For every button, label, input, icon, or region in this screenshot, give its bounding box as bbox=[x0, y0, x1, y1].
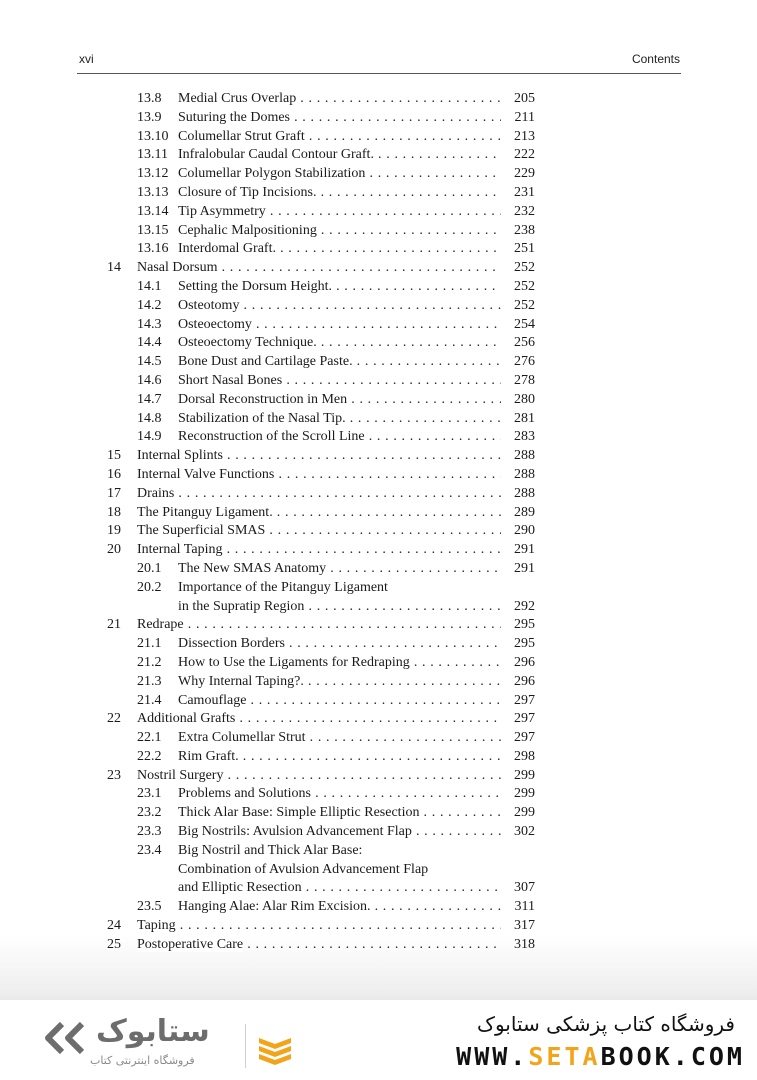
toc-page-number: 299 bbox=[514, 767, 535, 783]
toc-entry[interactable] bbox=[0, 654, 757, 673]
toc-title: Suturing the Domes bbox=[178, 109, 290, 125]
section-number: 14.1 bbox=[137, 278, 162, 294]
toc-title: Interdomal Graft. bbox=[178, 241, 276, 257]
toc-page-number: 291 bbox=[514, 560, 535, 576]
toc-entry[interactable] bbox=[0, 165, 757, 184]
toc-title: Rim Graft. bbox=[178, 748, 239, 764]
section-number: 23.4 bbox=[137, 842, 162, 858]
toc-page-number: 302 bbox=[514, 824, 535, 840]
section-number: 23.5 bbox=[137, 899, 162, 915]
section-number: 14.3 bbox=[137, 316, 162, 332]
section-number: 21.3 bbox=[137, 673, 162, 689]
toc-page-number: 289 bbox=[514, 504, 535, 520]
toc-title-leader bbox=[137, 917, 501, 936]
section-number: 22.2 bbox=[137, 748, 162, 764]
toc-entry[interactable] bbox=[0, 917, 757, 936]
toc-page-number: 251 bbox=[514, 241, 535, 257]
toc-page-number: 311 bbox=[514, 899, 535, 915]
toc-entry[interactable] bbox=[0, 485, 757, 504]
chapter-number: 20 bbox=[107, 542, 121, 558]
section-number: 13.10 bbox=[137, 128, 169, 144]
toc-entry[interactable] bbox=[0, 804, 757, 823]
toc-page-number: 295 bbox=[514, 617, 535, 633]
section-number: 14.7 bbox=[137, 391, 162, 407]
setabook-logo bbox=[40, 1012, 290, 1072]
section-number: 13.16 bbox=[137, 241, 169, 257]
toc-page-number: 231 bbox=[514, 184, 535, 200]
toc-title: Osteoectomy bbox=[178, 316, 252, 332]
toc-page-number: 254 bbox=[514, 316, 535, 332]
toc-entry[interactable] bbox=[0, 673, 757, 692]
toc-title-leader bbox=[178, 222, 501, 241]
section-number: 13.8 bbox=[137, 91, 162, 106]
section-number: 20.1 bbox=[137, 560, 162, 576]
toc-title: Internal Splints bbox=[137, 448, 223, 464]
toc-title-leader bbox=[137, 541, 501, 560]
toc-title: Big Nostril and Thick Alar Base: bbox=[178, 842, 363, 858]
toc-page-number: 281 bbox=[514, 410, 535, 426]
toc-entry[interactable] bbox=[0, 203, 757, 222]
section-number: 13.15 bbox=[137, 222, 169, 238]
toc-title: Closure of Tip Incisions. bbox=[178, 184, 317, 200]
toc-page-number: 295 bbox=[514, 636, 535, 652]
chapter-number: 22 bbox=[107, 711, 121, 727]
toc-title-leader bbox=[178, 90, 501, 109]
toc-title-leader bbox=[178, 165, 501, 184]
toc-title-leader bbox=[137, 504, 501, 523]
toc-title-leader bbox=[137, 710, 501, 729]
chapter-number: 18 bbox=[107, 504, 121, 520]
toc-entry[interactable] bbox=[0, 428, 757, 447]
section-number: 23.2 bbox=[137, 805, 162, 821]
chapter-number: 25 bbox=[107, 936, 121, 952]
toc-title-leader bbox=[178, 898, 501, 917]
toc-title: Combination of Avulsion Advancement Flap bbox=[178, 861, 429, 877]
toc-page-number: 318 bbox=[514, 936, 535, 952]
book-stack-icon bbox=[257, 1030, 293, 1066]
toc-title-leader bbox=[178, 128, 501, 147]
toc-title-leader bbox=[178, 673, 501, 692]
toc-entry[interactable] bbox=[0, 109, 757, 128]
toc-title: Bone Dust and Cartilage Paste. bbox=[178, 354, 353, 370]
toc-title-leader bbox=[178, 316, 501, 335]
toc-page-number: 288 bbox=[514, 485, 535, 501]
toc-title: Taping bbox=[137, 918, 176, 934]
toc-title: The New SMAS Anatomy bbox=[178, 560, 327, 576]
toc-title-leader bbox=[137, 522, 501, 541]
toc-title: The Superficial SMAS bbox=[137, 523, 266, 539]
toc-title-leader bbox=[178, 729, 501, 748]
toc-title-leader bbox=[178, 598, 501, 617]
section-number: 13.13 bbox=[137, 184, 169, 200]
toc-entry[interactable] bbox=[0, 598, 757, 617]
toc-entry[interactable] bbox=[0, 240, 757, 259]
toc-entry[interactable] bbox=[0, 278, 757, 297]
toc-title: Osteotomy bbox=[178, 297, 240, 313]
toc-page-number: 307 bbox=[514, 880, 535, 896]
chapter-number: 14 bbox=[107, 260, 121, 276]
toc-title-leader bbox=[178, 823, 501, 842]
toc-title-leader bbox=[178, 748, 501, 767]
toc-title: Tip Asymmetry bbox=[178, 203, 266, 219]
toc-page-number: 297 bbox=[514, 730, 535, 746]
toc-entry[interactable] bbox=[0, 259, 757, 278]
url-prefix: WWW. bbox=[456, 1042, 529, 1071]
toc-entry[interactable] bbox=[0, 861, 757, 880]
chapter-number: 19 bbox=[107, 523, 121, 539]
toc-entry[interactable] bbox=[0, 898, 757, 917]
toc-page-number: 288 bbox=[514, 466, 535, 482]
section-number: 14.8 bbox=[137, 410, 162, 426]
toc-title-leader bbox=[178, 334, 501, 353]
toc-entry[interactable] bbox=[0, 146, 757, 165]
toc-title-leader bbox=[178, 410, 501, 429]
toc-title: How to Use the Ligaments for Redraping bbox=[178, 654, 410, 670]
toc-entry[interactable] bbox=[0, 616, 757, 635]
toc-title-leader bbox=[137, 466, 501, 485]
toc-page-number: 298 bbox=[514, 748, 535, 764]
toc-entry[interactable] bbox=[0, 579, 757, 598]
toc-title: Why Internal Taping?. bbox=[178, 673, 304, 689]
chapter-number: 17 bbox=[107, 485, 121, 501]
toc-entry[interactable] bbox=[0, 729, 757, 748]
toc-page-number: 280 bbox=[514, 391, 535, 407]
toc-title-leader bbox=[137, 936, 501, 955]
toc-title-leader bbox=[178, 278, 501, 297]
toc-page-number: 276 bbox=[514, 354, 535, 370]
toc-title: Short Nasal Bones bbox=[178, 372, 283, 388]
section-number: 23.1 bbox=[137, 786, 162, 802]
section-number: 13.12 bbox=[137, 166, 169, 182]
table-of-contents bbox=[0, 90, 757, 955]
toc-page-number: 205 bbox=[514, 91, 535, 106]
toc-page-number: 290 bbox=[514, 523, 535, 539]
toc-title-leader bbox=[137, 767, 501, 786]
toc-title-leader bbox=[178, 692, 501, 711]
chapter-number: 24 bbox=[107, 918, 121, 934]
toc-title: Nasal Dorsum bbox=[137, 260, 218, 276]
toc-title: Reconstruction of the Scroll Line bbox=[178, 429, 365, 445]
chapter-number: 23 bbox=[107, 767, 121, 783]
toc-title: in the Supratip Region bbox=[178, 598, 305, 614]
toc-entry[interactable] bbox=[0, 316, 757, 335]
section-number: 21.4 bbox=[137, 692, 162, 708]
toc-title-leader bbox=[178, 203, 501, 222]
toc-page-number: 292 bbox=[514, 598, 535, 614]
toc-entry[interactable] bbox=[0, 391, 757, 410]
toc-entry[interactable] bbox=[0, 222, 757, 241]
toc-title: The Pitanguy Ligament. bbox=[137, 504, 273, 520]
logo-wordmark: ستابوک bbox=[96, 1014, 210, 1049]
store-name: فروشگاه کتاب پزشکی ستابوک bbox=[477, 1012, 735, 1036]
toc-page-number: 252 bbox=[514, 260, 535, 276]
toc-title: Problems and Solutions bbox=[178, 786, 312, 802]
toc-page-number: 222 bbox=[514, 147, 535, 163]
toc-page-number: 291 bbox=[514, 542, 535, 558]
toc-page-number: 296 bbox=[514, 673, 535, 689]
toc-entry[interactable] bbox=[0, 334, 757, 353]
running-header: Contents bbox=[631, 52, 680, 66]
toc-title-leader bbox=[137, 616, 501, 635]
chapter-number: 15 bbox=[107, 448, 121, 464]
toc-title: Medial Crus Overlap bbox=[178, 91, 297, 106]
toc-entry[interactable] bbox=[0, 748, 757, 767]
toc-entry[interactable] bbox=[0, 635, 757, 654]
toc-page-number: 232 bbox=[514, 203, 535, 219]
toc-title: Dorsal Reconstruction in Men bbox=[178, 391, 348, 407]
toc-entry[interactable] bbox=[0, 184, 757, 203]
toc-title: Cephalic Malpositioning bbox=[178, 222, 317, 238]
toc-page-number: 213 bbox=[514, 128, 535, 144]
toc-entry[interactable] bbox=[0, 466, 757, 485]
toc-entry[interactable] bbox=[0, 353, 757, 372]
toc-title-leader bbox=[178, 861, 501, 880]
toc-page-number: 283 bbox=[514, 429, 535, 445]
logo-subtitle: فروشگاه اینترنتی کتاب bbox=[90, 1054, 195, 1067]
toc-page-number: 317 bbox=[514, 918, 535, 934]
toc-title-leader bbox=[178, 297, 501, 316]
toc-title: Nostril Surgery bbox=[137, 767, 224, 783]
toc-page-number: 297 bbox=[514, 692, 535, 708]
section-number: 22.1 bbox=[137, 730, 162, 746]
toc-title-leader bbox=[178, 353, 501, 372]
toc-title: and Elliptic Resection bbox=[178, 880, 302, 896]
toc-title: Internal Valve Functions bbox=[137, 466, 275, 482]
chapter-number: 21 bbox=[107, 617, 121, 633]
section-number: 20.2 bbox=[137, 579, 162, 595]
toc-title-leader bbox=[137, 485, 501, 504]
section-number: 14.2 bbox=[137, 297, 162, 313]
toc-entry[interactable] bbox=[0, 297, 757, 316]
toc-title: Infralobular Caudal Contour Graft. bbox=[178, 147, 374, 163]
toc-title-leader bbox=[137, 259, 501, 278]
toc-title: Big Nostrils: Avulsion Advancement Flap bbox=[178, 824, 412, 840]
toc-title: Internal Taping bbox=[137, 542, 223, 558]
toc-title-leader bbox=[178, 635, 501, 654]
toc-page-number: 252 bbox=[514, 278, 535, 294]
toc-title-leader bbox=[178, 184, 501, 203]
toc-title-leader bbox=[178, 579, 501, 598]
toc-page-number: 278 bbox=[514, 372, 535, 388]
toc-page-number: 299 bbox=[514, 786, 535, 802]
toc-title-leader bbox=[178, 560, 501, 579]
section-number: 14.6 bbox=[137, 372, 162, 388]
toc-entry[interactable] bbox=[0, 936, 757, 955]
toc-title: Importance of the Pitanguy Ligament bbox=[178, 579, 388, 595]
toc-page-number: 296 bbox=[514, 654, 535, 670]
toc-title-leader bbox=[178, 842, 501, 861]
toc-page-number: 288 bbox=[514, 448, 535, 464]
toc-page-number: 238 bbox=[514, 222, 535, 238]
section-number: 14.5 bbox=[137, 354, 162, 370]
toc-title: Camouflage bbox=[178, 692, 247, 708]
section-number: 13.11 bbox=[137, 147, 168, 163]
toc-entry[interactable] bbox=[0, 842, 757, 861]
section-number: 23.3 bbox=[137, 824, 162, 840]
toc-page-number: 229 bbox=[514, 166, 535, 182]
toc-entry[interactable] bbox=[0, 541, 757, 560]
toc-title: Redrape bbox=[137, 617, 184, 633]
toc-page-number: 252 bbox=[514, 297, 535, 313]
toc-title: Columellar Strut Graft bbox=[178, 128, 305, 144]
double-chevron-icon bbox=[40, 1020, 92, 1056]
store-banner bbox=[0, 1000, 757, 1080]
section-number: 14.9 bbox=[137, 429, 162, 445]
toc-title: Hanging Alae: Alar Rim Excision. bbox=[178, 899, 371, 915]
toc-entry[interactable] bbox=[0, 823, 757, 842]
section-number: 21.2 bbox=[137, 654, 162, 670]
logo-divider bbox=[245, 1024, 246, 1068]
store-url[interactable] bbox=[456, 1042, 745, 1071]
toc-title: Dissection Borders bbox=[178, 636, 285, 652]
toc-title: Columellar Polygon Stabilization bbox=[178, 166, 366, 182]
header-rule bbox=[77, 73, 681, 74]
toc-title: Setting the Dorsum Height. bbox=[178, 278, 332, 294]
toc-title-leader bbox=[178, 654, 501, 673]
toc-title-leader bbox=[178, 372, 501, 391]
section-number: 13.14 bbox=[137, 203, 169, 219]
toc-title-leader bbox=[178, 109, 501, 128]
toc-entry[interactable] bbox=[0, 767, 757, 786]
section-number: 14.4 bbox=[137, 335, 162, 351]
toc-page-number: 297 bbox=[514, 711, 535, 727]
toc-title: Osteoectomy Technique. bbox=[178, 335, 317, 351]
url-suffix: BOOK.COM bbox=[600, 1042, 745, 1071]
section-number: 13.9 bbox=[137, 109, 162, 125]
toc-title: Thick Alar Base: Simple Elliptic Resection bbox=[178, 805, 420, 821]
toc-entry[interactable] bbox=[0, 128, 757, 147]
toc-title-leader bbox=[178, 785, 501, 804]
toc-title-leader bbox=[178, 146, 501, 165]
toc-entry[interactable] bbox=[0, 504, 757, 523]
toc-entry[interactable] bbox=[0, 785, 757, 804]
toc-title-leader bbox=[178, 240, 501, 259]
chapter-number: 16 bbox=[107, 466, 121, 482]
toc-title: Stabilization of the Nasal Tip. bbox=[178, 410, 346, 426]
toc-entry[interactable] bbox=[0, 522, 757, 541]
toc-entry[interactable] bbox=[0, 90, 757, 109]
section-number: 21.1 bbox=[137, 636, 162, 652]
toc-entry[interactable] bbox=[0, 560, 757, 579]
toc-page-number: 299 bbox=[514, 805, 535, 821]
toc-title: Extra Columellar Strut bbox=[178, 730, 306, 746]
toc-title: Additional Grafts bbox=[137, 711, 236, 727]
toc-entry[interactable] bbox=[0, 879, 757, 898]
toc-page-number: 211 bbox=[514, 109, 535, 125]
toc-entry[interactable] bbox=[0, 710, 757, 729]
toc-title-leader bbox=[137, 447, 501, 466]
toc-page-number: 256 bbox=[514, 335, 535, 351]
toc-entry[interactable] bbox=[0, 692, 757, 711]
page-number-label: xvi bbox=[79, 52, 94, 66]
toc-title-leader bbox=[178, 391, 501, 410]
toc-entry[interactable] bbox=[0, 410, 757, 429]
url-accent: SETA bbox=[528, 1042, 601, 1071]
toc-title: Drains bbox=[137, 485, 175, 501]
toc-title: Postoperative Care bbox=[137, 936, 244, 952]
toc-entry[interactable] bbox=[0, 447, 757, 466]
toc-title-leader bbox=[178, 428, 501, 447]
toc-title-leader bbox=[178, 804, 501, 823]
toc-title-leader bbox=[178, 879, 501, 898]
toc-entry[interactable] bbox=[0, 372, 757, 391]
